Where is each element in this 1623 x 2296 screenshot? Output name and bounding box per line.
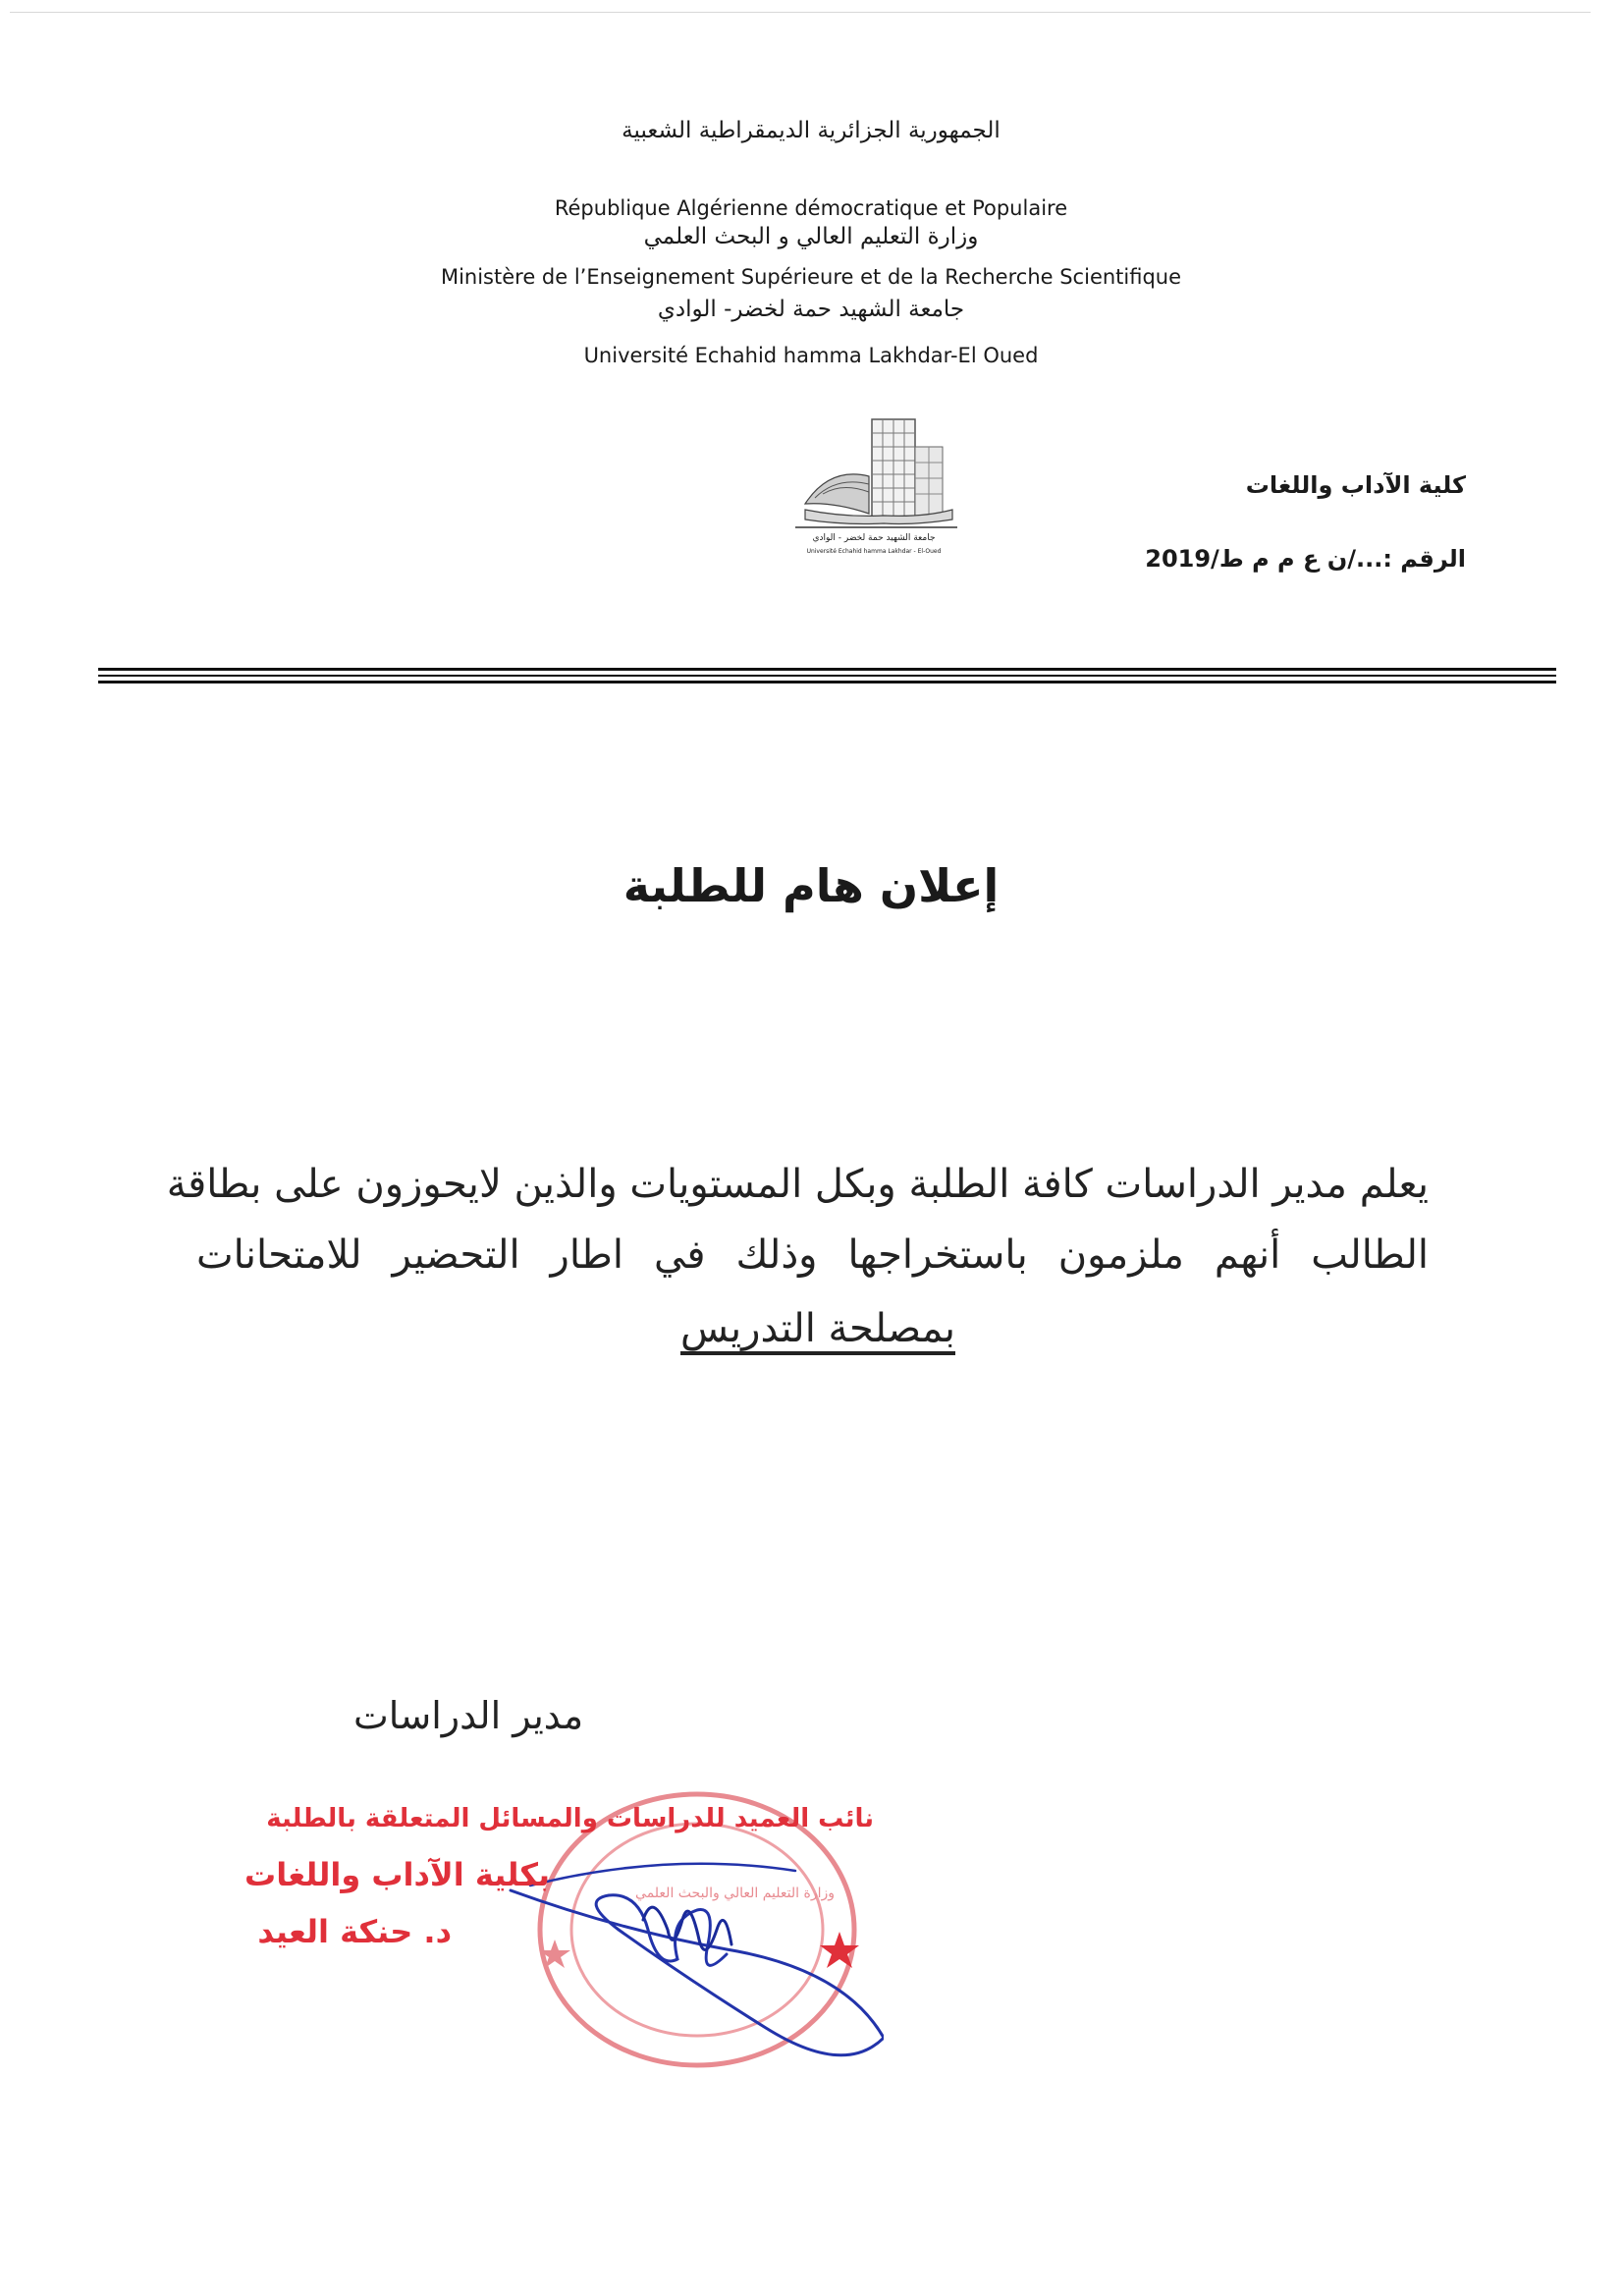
header-divider-bottom (98, 681, 1556, 683)
signer-title: مدير الدراسات (353, 1694, 584, 1737)
header-divider-middle (98, 675, 1556, 677)
official-stamp (128, 1782, 884, 2077)
stamp-line-2: بكلية الآداب واللغات (244, 1856, 550, 1893)
body-line-2: الطالب أنهم ملزمون باستخراجها وذلك في اطار التحضير للامتحانات (196, 1232, 1429, 1278)
announcement-body (166, 1149, 1429, 1290)
body-line-1: يعلم مدير الدراسات كافة الطلبة وبكل المستويات والذين لايحوزون على بطاقة (166, 1162, 1429, 1207)
body-line-3: بمصلحة التدريس (680, 1306, 955, 1351)
header-republic-ar: الجمهورية الجزائرية الديمقراطية الشعبية (622, 118, 1001, 143)
logo-caption-fr: Université Echahid hamma Lakhdar - El-Oued (806, 548, 942, 555)
university-logo (785, 408, 962, 565)
reference-number: الرقم :.../ن ع م م ط/2019 (1145, 545, 1466, 573)
header-ministry-ar: وزارة التعليم العالي و البحث العلمي (643, 224, 979, 249)
university-building-icon (785, 408, 962, 535)
seal-inscription: وزارة التعليم العالي والبحث العلمي (635, 1886, 835, 1901)
header-university-fr: Université Echahid hamma Lakhdar-El Oued (583, 344, 1039, 367)
header-ministry-fr: Ministère de l’Enseignement Supérieure et de la Recherche Scientifique (440, 265, 1182, 289)
document-title: إعلان هام للطلبة (622, 859, 1000, 912)
stamp-line-1: نائب العميد للدراسات والمسائل المتعلقة بالطلبة (266, 1804, 874, 1833)
faculty-name: كلية الآداب واللغات (1245, 471, 1466, 499)
page-top-edge (10, 12, 1591, 13)
header-divider-top (98, 668, 1556, 671)
header-university-ar: جامعة الشهيد حمة لخضر- الوادي (657, 297, 965, 322)
stamp-line-3: د. حنكة العيد (257, 1913, 452, 1950)
header-republic-fr: République Algérienne démocratique et Populaire (554, 196, 1068, 220)
logo-caption-ar: جامعة الشهيد حمة لخضر - الوادي (812, 533, 936, 543)
